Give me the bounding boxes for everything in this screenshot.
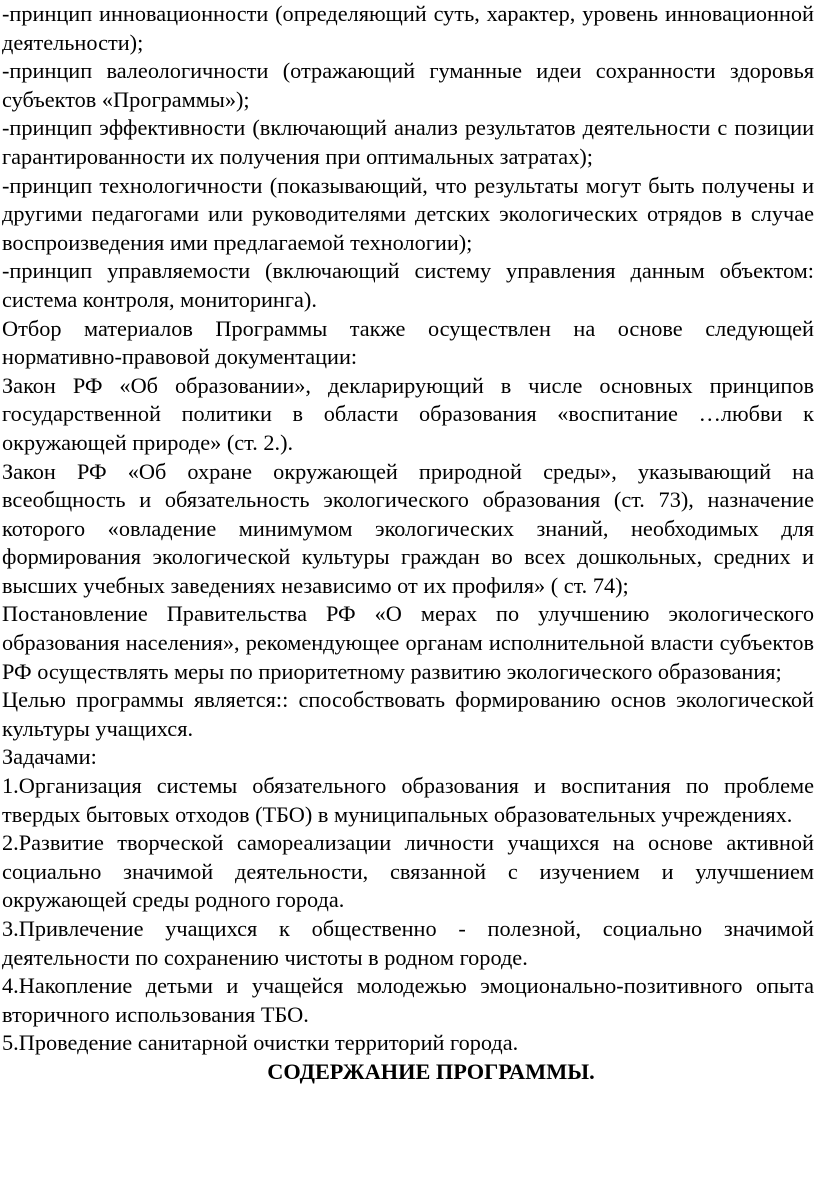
task-5: 5.Проведение санитарной очистки территорий города. (2, 1030, 519, 1056)
principle-technology: -принцип технологичности (показывающий, что результаты могут быть получены и другими педагогами или руководителями детских экологических отрядов в случае воспроизведения ими предлагаемой технологии); (2, 172, 814, 255)
task-4: 4.Накопление детьми и учащейся молодежью эмоционально-позитивного опыта вторичного использования ТБО. (2, 973, 814, 1027)
section-heading: СОДЕРЖАНИЕ ПРОГРАММЫ. (267, 1058, 595, 1084)
principle-valeology: -принцип валеологичности (отражающий гуманные идеи сохранности здоровья субъектов «Программы»); (2, 58, 814, 112)
task-2: 2.Развитие творческой самореализации личности учащихся на основе активной социально значимой деятельности, связанной с изучением и улучшением окружающей среды родного города. (2, 830, 814, 913)
government-decree: Постановление Правительства РФ «О мерах по улучшению экологического образования населения», рекомендующее органам исполнительной власти субъектов РФ осуществлять меры по приоритетному развитию экологического образования; (2, 601, 814, 684)
tasks-label: Задачами: (2, 744, 97, 770)
document-page (2, 0, 814, 1087)
principle-efficiency: -принцип эффективности (включающий анализ результатов деятельности с позиции гарантированности их получения при оптимальных затратах); (2, 115, 814, 169)
principle-manageability: -принцип управляемости (включающий систему управления данным объектом: система контроля, мониторинга). (2, 258, 814, 312)
law-education: Закон РФ «Об образовании», декларирующий в числе основных принципов государственной политики в области образования «воспитание …любви к окружающей природе» (ст. 2.). (2, 372, 814, 455)
law-environment: Закон РФ «Об охране окружающей природной среды», указывающий на всеобщность и обязательность экологического образования (ст. 73), назначение которого «овладение минимумом экологических знаний, необходимых для формирования экологической культуры граждан во всех дошкольных, средних и высших учебных заведениях независимо от их профиля» ( ст. 74); (2, 458, 814, 598)
principle-innovation: -принцип инновационности (определяющий суть, характер, уровень инновационной деятельности); (2, 1, 814, 55)
program-goal: Целью программы является:: способствовать формированию основ экологической культуры учащихся. (2, 687, 814, 741)
task-3: 3.Привлечение учащихся к общественно - полезной, социально значимой деятельности по сохранению чистоты в родном городе. (2, 916, 814, 970)
materials-selection: Отбор материалов Программы также осуществлен на основе следующей нормативно-правовой документации: (2, 315, 814, 370)
task-1: 1.Организация системы обязательного образования и воспитания по проблеме твердых бытовых отходов (ТБО) в муниципальных образовательных учреждениях. (2, 773, 814, 827)
